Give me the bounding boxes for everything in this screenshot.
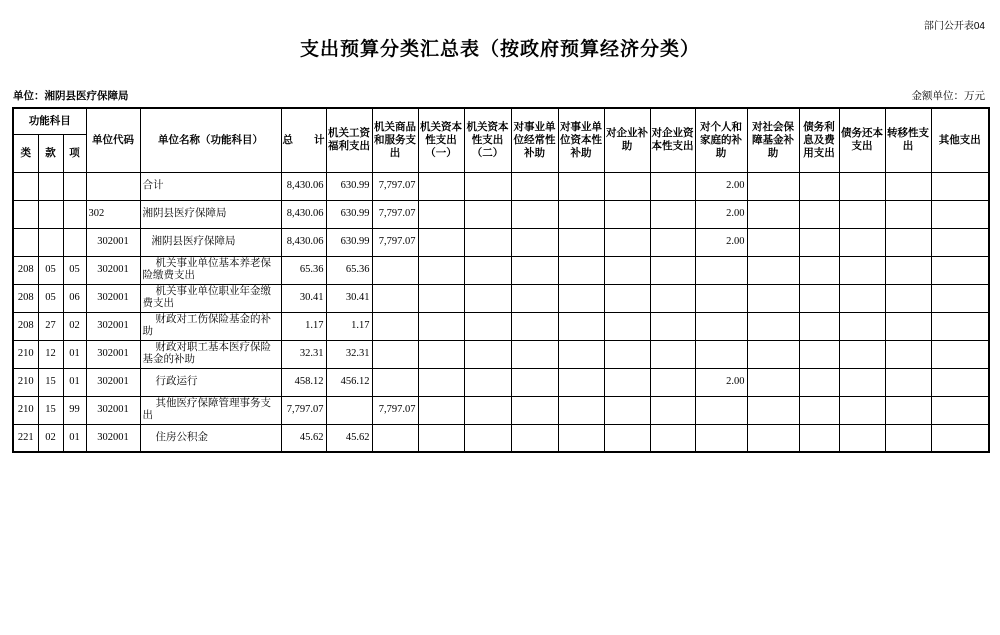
cell-xiang: 01 (63, 368, 86, 396)
cell-value-1: 65.36 (326, 256, 372, 284)
cell-code: 302001 (86, 368, 140, 396)
col-header-econ-8: 对个人和家庭的补助 (695, 108, 747, 172)
table-row-2 (13, 228, 989, 256)
cell-value-4 (464, 396, 511, 424)
table-row-0 (13, 172, 989, 200)
cell-value-6 (558, 340, 604, 368)
table-row-5 (13, 312, 989, 340)
cell-value-4 (464, 200, 511, 228)
cell-value-1 (326, 396, 372, 424)
cell-code: 302001 (86, 424, 140, 452)
cell-value-0: 8,430.06 (281, 200, 326, 228)
cell-code: 302001 (86, 312, 140, 340)
cell-value-7 (604, 200, 650, 228)
cell-value-9 (695, 312, 747, 340)
cell-lei: 210 (13, 340, 38, 368)
cell-value-12 (839, 312, 885, 340)
cell-value-1: 456.12 (326, 368, 372, 396)
cell-value-2 (372, 424, 418, 452)
cell-value-13 (885, 368, 931, 396)
cell-value-11 (799, 340, 839, 368)
cell-value-10 (747, 396, 799, 424)
cell-value-12 (839, 284, 885, 312)
cell-xiang: 01 (63, 424, 86, 452)
cell-lei: 210 (13, 396, 38, 424)
cell-code: 302001 (86, 396, 140, 424)
doc-ref: 部门公开表04 (923, 21, 985, 32)
amount-unit-label: 金额单位：万元 (911, 90, 985, 102)
cell-value-1: 630.99 (326, 200, 372, 228)
cell-value-3 (418, 312, 464, 340)
cell-code: 302001 (86, 256, 140, 284)
cell-xiang (63, 200, 86, 228)
cell-value-12 (839, 424, 885, 452)
cell-kuan (38, 228, 63, 256)
cell-lei: 208 (13, 312, 38, 340)
cell-value-7 (604, 340, 650, 368)
cell-xiang (63, 172, 86, 200)
cell-value-7 (604, 172, 650, 200)
cell-value-6 (558, 256, 604, 284)
cell-value-5 (511, 172, 558, 200)
cell-xiang: 99 (63, 396, 86, 424)
cell-value-5 (511, 228, 558, 256)
cell-value-0: 1.17 (281, 312, 326, 340)
cell-name: 合计 (140, 172, 281, 200)
table-row-1 (13, 200, 989, 228)
cell-value-11 (799, 200, 839, 228)
cell-name: 财政对职工基本医疗保险基金的补助 (140, 340, 281, 368)
cell-value-2: 7,797.07 (372, 396, 418, 424)
budget-table (12, 107, 990, 453)
table-body (13, 172, 989, 452)
cell-value-13 (885, 256, 931, 284)
cell-value-9 (695, 424, 747, 452)
cell-value-10 (747, 368, 799, 396)
cell-value-9: 2.00 (695, 368, 747, 396)
cell-value-9 (695, 256, 747, 284)
cell-value-9: 2.00 (695, 172, 747, 200)
cell-value-0: 8,430.06 (281, 172, 326, 200)
col-header-econ-10: 债务利息及费用支出 (799, 108, 839, 172)
cell-value-12 (839, 396, 885, 424)
cell-value-10 (747, 228, 799, 256)
cell-value-11 (799, 284, 839, 312)
cell-value-6 (558, 200, 604, 228)
cell-value-1: 630.99 (326, 172, 372, 200)
cell-kuan: 27 (38, 312, 63, 340)
cell-value-11 (799, 424, 839, 452)
cell-value-3 (418, 368, 464, 396)
cell-value-13 (885, 424, 931, 452)
cell-value-8 (650, 424, 695, 452)
cell-value-1: 30.41 (326, 284, 372, 312)
cell-value-5 (511, 368, 558, 396)
cell-value-10 (747, 172, 799, 200)
cell-value-12 (839, 200, 885, 228)
cell-lei (13, 228, 38, 256)
cell-name: 湘阴县医疗保障局 (140, 200, 281, 228)
cell-value-3 (418, 256, 464, 284)
cell-value-0: 45.62 (281, 424, 326, 452)
cell-value-5 (511, 256, 558, 284)
cell-value-11 (799, 172, 839, 200)
cell-name: 机关事业单位基本养老保险缴费支出 (140, 256, 281, 284)
col-header-econ-2: 机关资本性支出（一） (418, 108, 464, 172)
cell-lei: 208 (13, 256, 38, 284)
cell-value-13 (885, 172, 931, 200)
cell-value-7 (604, 228, 650, 256)
cell-value-7 (604, 284, 650, 312)
col-header-unit-code: 单位代码 (86, 108, 140, 172)
cell-lei: 210 (13, 368, 38, 396)
meta-row (13, 88, 985, 103)
cell-value-3 (418, 396, 464, 424)
cell-code: 302001 (86, 284, 140, 312)
cell-value-4 (464, 312, 511, 340)
cell-value-4 (464, 340, 511, 368)
cell-xiang: 01 (63, 340, 86, 368)
cell-value-0: 7,797.07 (281, 396, 326, 424)
cell-name: 行政运行 (140, 368, 281, 396)
cell-value-4 (464, 172, 511, 200)
cell-kuan: 05 (38, 284, 63, 312)
cell-value-8 (650, 396, 695, 424)
cell-value-1: 1.17 (326, 312, 372, 340)
cell-value-3 (418, 424, 464, 452)
col-header-econ-0: 机关工资福利支出 (326, 108, 372, 172)
cell-xiang: 02 (63, 312, 86, 340)
cell-name: 湘阴县医疗保障局 (140, 228, 281, 256)
cell-kuan: 12 (38, 340, 63, 368)
cell-value-14 (931, 284, 989, 312)
col-header-func-group: 功能科目 (13, 108, 86, 134)
page-title: 支出预算分类汇总表（按政府预算经济分类） (299, 39, 700, 60)
cell-value-13 (885, 312, 931, 340)
col-header-econ-12: 转移性支出 (885, 108, 931, 172)
cell-xiang: 06 (63, 284, 86, 312)
cell-lei (13, 172, 38, 200)
col-header-xiang: 项 (63, 134, 86, 172)
cell-value-12 (839, 256, 885, 284)
cell-value-4 (464, 228, 511, 256)
cell-kuan: 02 (38, 424, 63, 452)
table-row-3 (13, 256, 989, 284)
cell-value-4 (464, 256, 511, 284)
cell-value-1: 45.62 (326, 424, 372, 452)
cell-value-11 (799, 228, 839, 256)
cell-value-2 (372, 256, 418, 284)
cell-value-6 (558, 312, 604, 340)
cell-code: 302001 (86, 340, 140, 368)
cell-value-2: 7,797.07 (372, 172, 418, 200)
col-header-econ-9: 对社会保障基金补助 (747, 108, 799, 172)
cell-name: 住房公积金 (140, 424, 281, 452)
cell-value-14 (931, 200, 989, 228)
cell-value-5 (511, 200, 558, 228)
cell-value-2: 7,797.07 (372, 200, 418, 228)
cell-value-7 (604, 312, 650, 340)
col-header-lei: 类 (13, 134, 38, 172)
cell-value-11 (799, 312, 839, 340)
cell-value-14 (931, 340, 989, 368)
table-row-9 (13, 424, 989, 452)
cell-name: 其他医疗保障管理事务支出 (140, 396, 281, 424)
cell-xiang (63, 228, 86, 256)
cell-value-4 (464, 284, 511, 312)
table-row-8 (13, 396, 989, 424)
cell-value-9 (695, 284, 747, 312)
cell-value-10 (747, 312, 799, 340)
cell-value-6 (558, 368, 604, 396)
cell-code: 302001 (86, 228, 140, 256)
unit-label: 单位：湘阴县医疗保障局 (13, 90, 129, 102)
cell-value-9: 2.00 (695, 228, 747, 256)
cell-value-7 (604, 396, 650, 424)
col-header-unit-name: 单位名称（功能科目） (140, 108, 281, 172)
cell-lei: 221 (13, 424, 38, 452)
cell-value-5 (511, 312, 558, 340)
cell-value-3 (418, 172, 464, 200)
cell-xiang: 05 (63, 256, 86, 284)
cell-value-7 (604, 424, 650, 452)
cell-value-10 (747, 284, 799, 312)
cell-kuan: 15 (38, 396, 63, 424)
cell-value-8 (650, 312, 695, 340)
col-header-econ-5: 对事业单位资本性补助 (558, 108, 604, 172)
cell-value-14 (931, 368, 989, 396)
cell-value-0: 30.41 (281, 284, 326, 312)
cell-value-5 (511, 424, 558, 452)
cell-value-5 (511, 340, 558, 368)
cell-value-11 (799, 256, 839, 284)
cell-value-5 (511, 396, 558, 424)
cell-value-8 (650, 340, 695, 368)
cell-value-2 (372, 340, 418, 368)
col-header-total: 总 计 (281, 108, 326, 172)
col-header-econ-11: 债务还本支出 (839, 108, 885, 172)
cell-value-8 (650, 284, 695, 312)
cell-value-4 (464, 368, 511, 396)
cell-value-10 (747, 424, 799, 452)
cell-lei: 208 (13, 284, 38, 312)
col-header-econ-4: 对事业单位经常性补助 (511, 108, 558, 172)
cell-value-12 (839, 172, 885, 200)
header-row-1 (13, 108, 989, 134)
cell-value-14 (931, 256, 989, 284)
cell-value-6 (558, 424, 604, 452)
cell-kuan: 15 (38, 368, 63, 396)
col-header-kuan: 款 (38, 134, 63, 172)
cell-value-8 (650, 228, 695, 256)
cell-value-2 (372, 284, 418, 312)
cell-value-11 (799, 368, 839, 396)
cell-kuan: 05 (38, 256, 63, 284)
cell-value-8 (650, 172, 695, 200)
cell-value-14 (931, 228, 989, 256)
cell-value-7 (604, 256, 650, 284)
cell-value-1: 630.99 (326, 228, 372, 256)
cell-value-6 (558, 284, 604, 312)
cell-value-13 (885, 228, 931, 256)
cell-kuan (38, 172, 63, 200)
cell-value-0: 32.31 (281, 340, 326, 368)
cell-value-13 (885, 200, 931, 228)
col-header-econ-3: 机关资本性支出（二） (464, 108, 511, 172)
col-header-econ-1: 机关商品和服务支出 (372, 108, 418, 172)
cell-value-6 (558, 396, 604, 424)
col-header-econ-7: 对企业资本性支出 (650, 108, 695, 172)
cell-value-13 (885, 340, 931, 368)
cell-kuan (38, 200, 63, 228)
cell-value-14 (931, 172, 989, 200)
cell-value-6 (558, 228, 604, 256)
cell-lei (13, 200, 38, 228)
cell-value-3 (418, 340, 464, 368)
cell-value-0: 65.36 (281, 256, 326, 284)
cell-value-2: 7,797.07 (372, 228, 418, 256)
cell-name: 财政对工伤保险基金的补助 (140, 312, 281, 340)
cell-name: 机关事业单位职业年金缴费支出 (140, 284, 281, 312)
cell-value-0: 458.12 (281, 368, 326, 396)
cell-value-1: 32.31 (326, 340, 372, 368)
cell-value-9 (695, 340, 747, 368)
cell-value-10 (747, 256, 799, 284)
col-header-econ-6: 对企业补助 (604, 108, 650, 172)
cell-value-0: 8,430.06 (281, 228, 326, 256)
cell-value-13 (885, 396, 931, 424)
cell-value-8 (650, 200, 695, 228)
cell-value-9: 2.00 (695, 200, 747, 228)
cell-value-8 (650, 256, 695, 284)
cell-value-6 (558, 172, 604, 200)
cell-value-2 (372, 368, 418, 396)
cell-value-7 (604, 368, 650, 396)
cell-value-12 (839, 228, 885, 256)
table-row-7 (13, 368, 989, 396)
cell-code: 302 (86, 200, 140, 228)
table-row-6 (13, 340, 989, 368)
cell-value-8 (650, 368, 695, 396)
cell-value-3 (418, 200, 464, 228)
cell-value-13 (885, 284, 931, 312)
cell-value-5 (511, 284, 558, 312)
cell-value-3 (418, 228, 464, 256)
cell-value-3 (418, 284, 464, 312)
cell-value-9 (695, 396, 747, 424)
cell-value-14 (931, 312, 989, 340)
cell-code (86, 172, 140, 200)
cell-value-14 (931, 424, 989, 452)
cell-value-10 (747, 340, 799, 368)
table-row-4 (13, 284, 989, 312)
cell-value-11 (799, 396, 839, 424)
col-header-econ-13: 其他支出 (931, 108, 989, 172)
cell-value-12 (839, 340, 885, 368)
cell-value-4 (464, 424, 511, 452)
cell-value-2 (372, 312, 418, 340)
cell-value-12 (839, 368, 885, 396)
cell-value-14 (931, 396, 989, 424)
cell-value-10 (747, 200, 799, 228)
